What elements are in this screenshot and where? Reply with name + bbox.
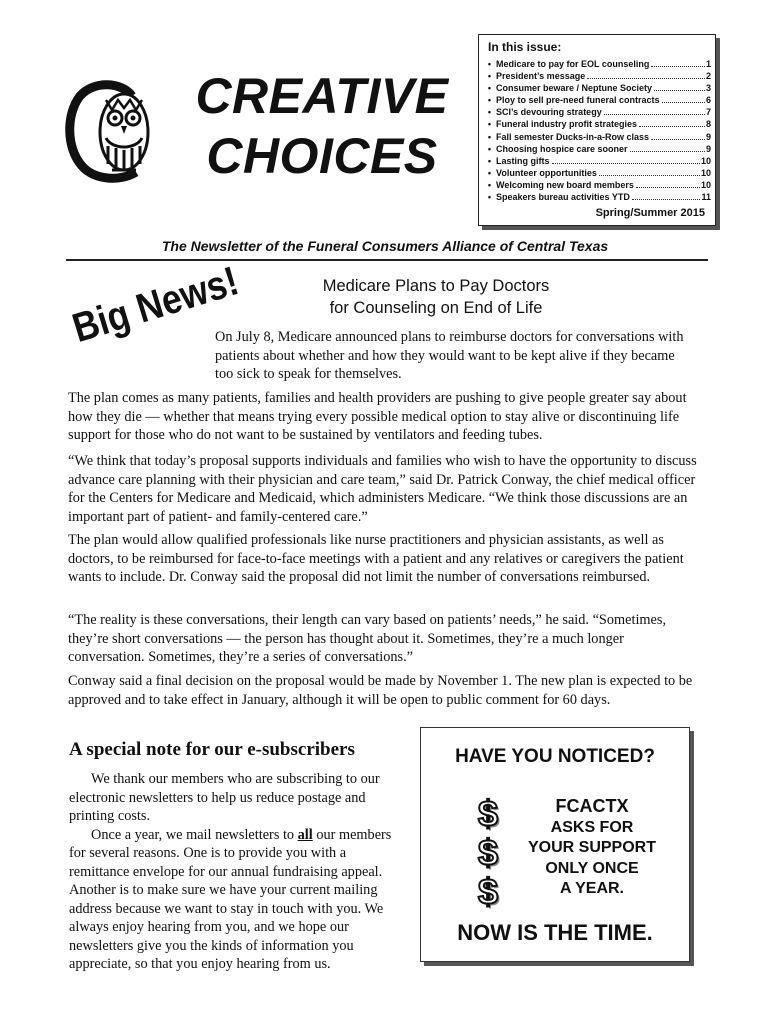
notice-line: YOUR SUPPORT: [527, 839, 656, 856]
issue-list-item: [483, 70, 711, 82]
issue-list-item: [483, 58, 711, 70]
issue-item-page: 6: [705, 95, 711, 106]
issue-item-title: President’s message: [496, 71, 586, 82]
issue-item-title: Welcoming new board members: [496, 179, 634, 190]
dot-leader: [599, 174, 700, 176]
big-news-graphic: Big News!: [67, 257, 244, 352]
issue-item-title: Consumer beware / Neptune Society: [496, 83, 653, 94]
issue-item-page: 8: [705, 119, 711, 130]
issue-list: [483, 58, 711, 203]
masthead-line-2: CHOICES: [206, 128, 438, 184]
esub-paragraph-2: [69, 826, 403, 974]
bullet-icon: •: [487, 155, 492, 166]
issue-item-page: 10: [700, 167, 711, 178]
bullet-icon: •: [487, 192, 492, 203]
dot-leader: [639, 125, 705, 127]
notice-title: HAVE YOU NOTICED?: [455, 746, 655, 767]
issue-list-item: [483, 179, 711, 191]
dot-leader: [662, 101, 705, 103]
issue-list-item: [483, 106, 711, 118]
bullet-icon: •: [487, 167, 492, 178]
issue-item-page: 11: [701, 192, 711, 203]
esub-text: Once a year, we mail newsletters to: [91, 826, 298, 843]
issue-list-item: [483, 167, 711, 179]
bullet-icon: •: [487, 83, 492, 94]
bullet-icon: •: [487, 131, 492, 142]
bullet-icon: •: [487, 71, 492, 82]
article-paragraph: “The reality is these conversations, their length can vary based on patients’ needs,” he said. “Sometimes, they’re short conversations — the person has thought about it. Sometimes, they’re a much longer conversation. Sometimes, they’re a series of conversations.”: [68, 612, 667, 666]
article-lead: On July 8, Medicare announced plans to reimburse doctors for conversations with patients about whether and how they would want to be kept alive if they became too sick to speak for themselves.: [215, 329, 684, 383]
bullet-icon: •: [487, 59, 492, 69]
issue-item-page: 10: [700, 179, 711, 190]
article-paragraph: The plan comes as many patients, families and health providers are pushing to give people greater say about how they die — whether that means trying every possible medical option to stay alive or discontinuing life support for those who do not want to be sustained by ventilators and feeding tubes.: [68, 390, 687, 444]
dot-leader: [630, 150, 705, 152]
dollar-icon: $: [477, 871, 499, 912]
issue-list-item: [483, 191, 711, 203]
masthead-title: [182, 66, 462, 186]
dollar-icon: $: [477, 793, 499, 834]
issue-item-title: Choosing hospice care sooner: [496, 143, 628, 154]
notice-line: ONLY ONCE: [545, 859, 639, 877]
issue-item-title: Lasting gifts: [496, 155, 550, 166]
issue-list-item: [483, 143, 711, 155]
issue-date: Spring/Summer 2015: [595, 207, 705, 219]
issue-item-page: 1: [705, 59, 711, 69]
article-paragraph: The plan would allow qualified professionals like nurse practitioners and physician assistants, as well as doctors, to be reimbursed for face-to-face meetings with a patient and any relatives or caregivers the patient wants to include. Dr. Conway said the proposal did not limit the number of conversations reimbursed.: [68, 532, 684, 586]
dot-leader: [651, 138, 705, 140]
issue-list-item: [483, 131, 711, 143]
owl-logo: [64, 76, 164, 184]
issue-box-title: In this issue:: [488, 40, 562, 54]
issue-item-page: 9: [705, 131, 711, 142]
issue-item-title: Ploy to sell pre-need funeral contracts: [496, 95, 660, 106]
newsletter-subtitle: The Newsletter of the Funeral Consumers Alliance of Central Texas: [161, 238, 609, 254]
notice-message: [501, 796, 683, 900]
have-you-noticed-box: [420, 727, 690, 962]
notice-line: A YEAR.: [559, 880, 624, 897]
issue-list-item: [483, 118, 711, 130]
issue-item-page: 7: [705, 107, 711, 118]
issue-item-page: 10: [700, 155, 711, 166]
issue-item-page: 2: [705, 71, 711, 82]
dot-leader: [552, 162, 700, 164]
dot-leader: [587, 77, 705, 79]
dollar-icon: $: [477, 832, 499, 873]
headline-line-1: Medicare Plans to Pay Doctors: [322, 277, 550, 295]
article-paragraph: “We think that today’s proposal supports individuals and families who wish to have the opportunity to discuss advance care planning with their physician and care team,” said Dr. Patrick Conway, the chief medical officer for the Centers for Medicare and Medicaid, which administers Medicare. “We think those discussions are an important part of patient- and family-centered care.”: [68, 453, 697, 526]
bullet-icon: •: [487, 107, 492, 118]
issue-item-title: Speakers bureau activities YTD: [496, 192, 630, 203]
header-rule: [66, 259, 708, 261]
dot-leader: [636, 186, 700, 188]
issue-list-item: [483, 155, 711, 167]
issue-item-title: Medicare to pay for EOL counseling: [496, 59, 650, 69]
bullet-icon: •: [487, 179, 492, 190]
dot-leader: [604, 113, 705, 115]
bullet-icon: •: [487, 95, 492, 106]
esub-text: our members for several reasons. One is to provide you with a remittance envelope for our annual fundraising appeal. Another is to make sure we have your current mailing address because we want to stay in touch with you. We always enjoy hearing from you, and we hope our newsletters give you the kinds of information you appreciate, so that you enjoy hearing from us.: [69, 826, 392, 972]
issue-list-item: [483, 94, 711, 106]
dot-leader: [632, 198, 701, 200]
article-paragraph: Conway said a final decision on the proposal would be made by November 1. The new plan is expected to be approved and to take effect in January, although it will be open to public comment for 60 days.: [68, 673, 693, 708]
headline-line-2: for Counseling on End of Life: [329, 298, 543, 317]
article-headline: [272, 276, 600, 319]
issue-item-title: Fall semester Ducks-in-a-Row class: [496, 131, 650, 142]
dot-leader: [654, 89, 705, 91]
masthead-line-1: CREATIVE: [195, 68, 449, 124]
issue-list-item: [483, 82, 711, 94]
esub-paragraph-1: We thank our members who are subscribing to our electronic newsletters to help us reduce postage and printing costs.: [69, 771, 380, 824]
notice-footer: NOW IS THE TIME.: [457, 920, 653, 945]
esub-emphasis: all: [297, 826, 313, 843]
issue-item-title: SCI’s devouring strategy: [496, 107, 602, 118]
issue-item-page: 3: [705, 83, 711, 94]
notice-line: ASKS FOR: [550, 818, 634, 836]
issue-item-title: Funeral industry profit strategies: [496, 119, 638, 130]
bullet-icon: •: [487, 143, 492, 154]
esubscribers-heading: A special note for our e-subscribers: [69, 739, 355, 760]
dot-leader: [651, 65, 705, 67]
esubscribers-body: [69, 770, 403, 974]
issue-item-title: Volunteer opportunities: [496, 167, 597, 178]
issue-item-page: 9: [705, 143, 711, 154]
in-this-issue-box: [478, 34, 716, 226]
notice-org: FCACTX: [555, 796, 629, 816]
bullet-icon: •: [487, 119, 492, 130]
